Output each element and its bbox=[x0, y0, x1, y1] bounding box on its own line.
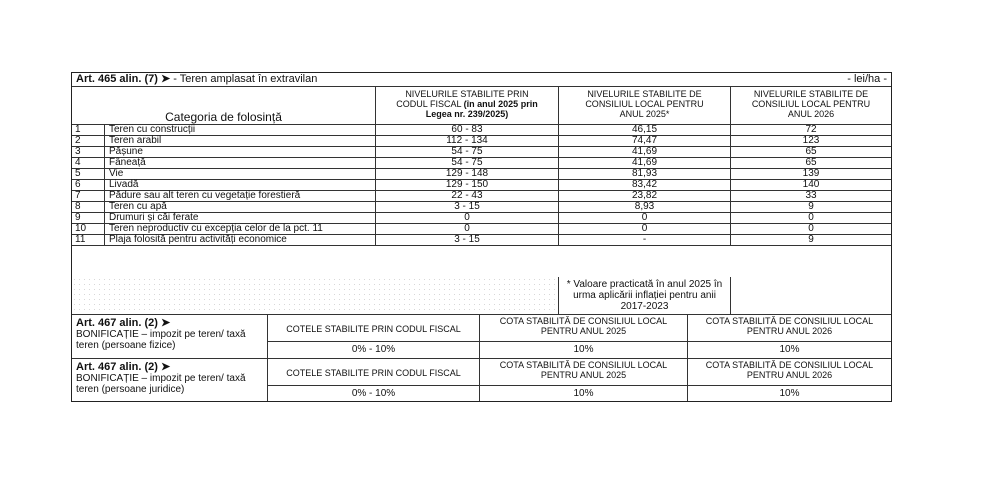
cl-2026-value: 123 bbox=[802, 135, 820, 146]
article-reference: Art. 467 alin. (2) bbox=[76, 361, 158, 373]
bonus-cf-header: COTELE STABILITE PRIN CODUL FISCAL bbox=[268, 359, 480, 386]
arrow-icon: ➤ bbox=[160, 361, 171, 373]
table-row bbox=[72, 235, 891, 246]
column-header-row bbox=[72, 87, 891, 125]
codul-fiscal-header-line3: Legea nr. 239/2025) bbox=[425, 109, 509, 119]
bonus-section bbox=[72, 315, 891, 359]
cl-2025-value: 8,93 bbox=[559, 202, 731, 212]
category-name: Teren cu construcții bbox=[105, 125, 376, 135]
arrow-icon: ➤ bbox=[160, 73, 171, 85]
cl-2025-value: 46,15 bbox=[559, 125, 731, 135]
codul-fiscal-value: 0 bbox=[376, 213, 559, 223]
codul-fiscal-value: 112 - 134 bbox=[376, 136, 559, 146]
bonus-description: BONIFICAȚIE – impozit pe teren/ taxă teren (persoane juridice) bbox=[76, 373, 246, 395]
bonus-section bbox=[72, 359, 891, 401]
bonus-2026-header: COTA STABILITĂ DE CONSILIUL LOCAL PENTRU ANUL 2026 bbox=[688, 315, 891, 342]
table-title-row bbox=[72, 73, 891, 87]
category-name: Livadă bbox=[105, 180, 376, 190]
row-number: 3 bbox=[72, 147, 105, 157]
codul-fiscal-value: 54 - 75 bbox=[376, 158, 559, 168]
cl-2025-value: 23,82 bbox=[559, 191, 731, 201]
cl-2026-value: 0 bbox=[808, 212, 814, 223]
cl-2026-header: NIVELURILE STABILITE DE CONSILIUL LOCAL PENTRU ANUL 2026 bbox=[751, 89, 871, 119]
arrow-icon: ➤ bbox=[160, 317, 171, 329]
codul-fiscal-header-bold: (în anul 2025 prin bbox=[463, 99, 538, 109]
row-number: 4 bbox=[72, 158, 105, 168]
shaded-area bbox=[72, 277, 559, 314]
category-name: Vie bbox=[105, 169, 376, 179]
unit-label: - lei/ha - bbox=[847, 73, 887, 85]
cl-2025-value: 41,69 bbox=[559, 147, 731, 157]
cl-2025-header: NIVELURILE STABILITE DE CONSILIUL LOCAL PENTRU ANUL 2025* bbox=[559, 87, 731, 124]
category-name: Fâneață bbox=[105, 158, 376, 168]
bonus-cf-header: COTELE STABILITE PRIN CODUL FISCAL bbox=[268, 315, 480, 342]
bonus-2025-header: COTA STABILITĂ DE CONSILIUL LOCAL PENTRU ANUL 2025 bbox=[480, 315, 688, 342]
footnote-empty-cell bbox=[731, 277, 891, 314]
row-number: 5 bbox=[72, 169, 105, 179]
footnote-row bbox=[72, 277, 891, 315]
bonus-2025-value: 10% bbox=[480, 342, 688, 358]
category-header-cell bbox=[72, 87, 376, 124]
codul-fiscal-value: 60 - 83 bbox=[376, 125, 559, 135]
cl-2025-value: 83,42 bbox=[559, 180, 731, 190]
cl-2026-value: 0 bbox=[808, 223, 814, 234]
cl-2025-value: 0 bbox=[559, 224, 731, 234]
bonus-cf-value: 0% - 10% bbox=[268, 386, 480, 401]
category-name: Teren cu apă bbox=[105, 202, 376, 212]
row-number: 6 bbox=[72, 180, 105, 190]
bonus-2025-value: 10% bbox=[480, 386, 688, 401]
cl-2026-value: 139 bbox=[802, 168, 820, 179]
category-name: Teren neproductiv cu excepția celor de la pct. 11 bbox=[105, 224, 376, 234]
cl-2026-value: 65 bbox=[805, 157, 817, 168]
bonus-cf-value: 0% - 10% bbox=[268, 342, 480, 358]
bonus-2026-header: COTA STABILITĂ DE CONSILIUL LOCAL PENTRU ANUL 2026 bbox=[688, 359, 891, 386]
codul-fiscal-value: 22 - 43 bbox=[376, 191, 559, 201]
bonus-article-cell bbox=[72, 359, 268, 401]
codul-fiscal-value: 129 - 150 bbox=[376, 180, 559, 190]
row-number: 7 bbox=[72, 191, 105, 201]
category-name: Teren arabil bbox=[105, 136, 376, 146]
tax-table bbox=[71, 72, 892, 402]
bonus-description: BONIFICAȚIE – impozit pe teren/ taxă teren (persoane fizice) bbox=[76, 329, 246, 351]
cl-2025-value: - bbox=[559, 235, 731, 245]
bonus-2026-value: 10% bbox=[779, 344, 800, 355]
cl-2026-value: 72 bbox=[805, 124, 817, 135]
cl-2025-value: 74,47 bbox=[559, 136, 731, 146]
category-name: Plaja folosită pentru activități economice bbox=[105, 235, 376, 245]
codul-fiscal-value: 54 - 75 bbox=[376, 147, 559, 157]
row-number: 11 bbox=[72, 235, 105, 245]
category-name: Pădure sau alt teren cu vegetație forestieră bbox=[105, 191, 376, 201]
cl-2026-value: 33 bbox=[805, 190, 817, 201]
codul-fiscal-header bbox=[376, 87, 559, 124]
codul-fiscal-value: 129 - 148 bbox=[376, 169, 559, 179]
row-number: 10 bbox=[72, 224, 105, 234]
table-title-text: - Teren amplasat în extravilan bbox=[170, 73, 318, 85]
bonus-2025-header: COTA STABILITĂ DE CONSILIUL LOCAL PENTRU ANUL 2025 bbox=[480, 359, 688, 386]
cl-2025-value: 41,69 bbox=[559, 158, 731, 168]
cl-2026-value: 9 bbox=[808, 201, 814, 212]
cl-2026-value: 140 bbox=[802, 179, 820, 190]
row-number: 1 bbox=[72, 125, 105, 135]
article-reference: Art. 467 alin. (2) bbox=[76, 317, 158, 329]
bonus-article-cell bbox=[72, 315, 268, 358]
codul-fiscal-value: 3 - 15 bbox=[376, 235, 559, 245]
codul-fiscal-value: 0 bbox=[376, 224, 559, 234]
table-row bbox=[72, 191, 891, 202]
row-number: 2 bbox=[72, 136, 105, 146]
row-number: 8 bbox=[72, 202, 105, 212]
category-name: Drumuri și căi ferate bbox=[105, 213, 376, 223]
cl-2025-value: 81,93 bbox=[559, 169, 731, 179]
bonus-2026-value: 10% bbox=[779, 388, 800, 399]
footnote-text: * Valoare practicată în anul 2025 în urma aplicării inflației pentru anii 2017-2023 bbox=[559, 277, 731, 314]
codul-fiscal-header-line2: CODUL FISCAL bbox=[396, 99, 462, 109]
cl-2025-value: 0 bbox=[559, 213, 731, 223]
article-reference: Art. 465 alin. (7) bbox=[76, 73, 158, 85]
category-header: Categoria de folosință bbox=[165, 110, 282, 124]
cl-2026-value: 9 bbox=[808, 234, 814, 245]
codul-fiscal-value: 3 - 15 bbox=[376, 202, 559, 212]
row-number: 9 bbox=[72, 213, 105, 223]
codul-fiscal-header-line1: NIVELURILE STABILITE PRIN bbox=[405, 89, 529, 99]
cl-2026-value: 65 bbox=[805, 146, 817, 157]
table-title bbox=[76, 74, 317, 85]
category-name: Pășune bbox=[105, 147, 376, 157]
